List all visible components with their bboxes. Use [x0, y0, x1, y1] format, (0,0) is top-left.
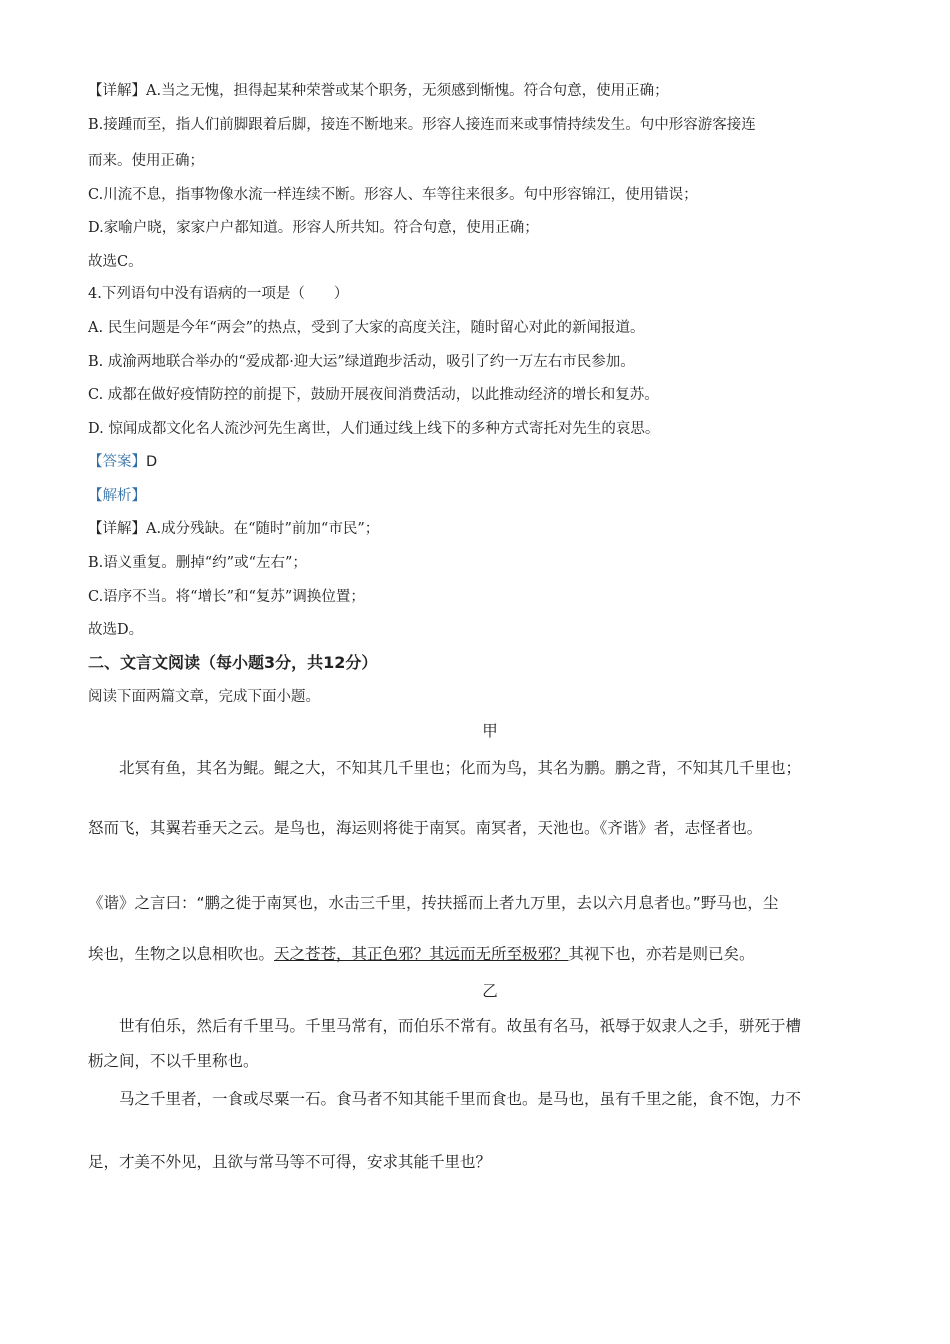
answer-value: D — [146, 454, 158, 470]
passage-yi-line: 足，才美不外见，且欲与常马等不可得，安求其能千里也？ — [88, 1153, 492, 1171]
detail-tag: 【详解】 — [88, 521, 146, 537]
underlined-sentence: 天之苍苍，其正色邪？其远而无所至极邪？ — [274, 945, 569, 963]
q4-option-d: D. 惊闻成都文化名人流沙河先生离世，人们通过线上线下的多种方式寄托对先生的哀思。 — [88, 421, 660, 437]
q4-answer — [88, 452, 157, 472]
section-heading: 二、文言文阅读（每小题3分，共12分） — [88, 653, 378, 672]
q3-detail-b-line2: 而来。使用正确； — [88, 153, 204, 169]
answer-tag: 【答案】 — [88, 454, 146, 470]
passage-yi-line: 马之千里者，一食或尽粟一石。食马者不知其能千里而食也。是马也，虽有千里之能，食不饱，力不 — [119, 1090, 802, 1108]
passage-jia-title: 甲 — [482, 722, 498, 740]
q3-conclusion: 故选C。 — [88, 254, 143, 270]
detail-tag: 【详解】 — [88, 83, 146, 99]
q3-detail-b-line1: B.接踵而至，指人们前脚跟着后脚，接连不断地来。形容人接连而来或事情持续发生。句中形容游客接连 — [88, 117, 756, 133]
passage-jia-line: 《谐》之言曰：“鹏之徙于南冥也，水击三千里，抟扶摇而上者九万里，去以六月息者也。”野马也，尘 — [88, 894, 779, 912]
passage-yi-line: 世有伯乐，然后有千里马。千里马常有，而伯乐不常有。故虽有名马，祇辱于奴隶人之手，骈死于槽 — [119, 1017, 802, 1035]
passage-yi-title: 乙 — [482, 982, 498, 1000]
q4-option-a: A. 民生问题是今年“两会”的热点，受到了大家的高度关注，随时留心对此的新闻报道。 — [88, 320, 645, 336]
passage-jia-line: 埃也，生物之以息相吹也。天之苍苍，其正色邪？其远而无所至极邪？其视下也，亦若是则已矣。 — [88, 945, 755, 963]
q4-analysis-tag: 【解析】 — [88, 488, 146, 504]
q4-stem: 4.下列语句中没有语病的一项是（ ） — [88, 286, 349, 302]
passage-yi-line: 枥之间，不以千里称也。 — [88, 1052, 259, 1070]
q4-option-c: C. 成都在做好疫情防控的前提下，鼓励开展夜间消费活动，以此推动经济的增长和复苏。 — [88, 387, 659, 403]
q4-detail-b: B.语义重复。删掉“约”或“左右”； — [88, 555, 307, 571]
q4-option-b: B. 成渝两地联合举办的“爱成都·迎大运”绿道跑步活动，吸引了约一万左右市民参加。 — [88, 354, 635, 370]
passage-jia-line: 怒而飞，其翼若垂天之云。是鸟也，海运则将徙于南冥。南冥者，天池也。《齐谐》者，志怪者也。 — [88, 819, 763, 837]
q4-detail-c: C.语序不当。将“增长”和“复苏”调换位置； — [88, 589, 365, 605]
reading-instruction: 阅读下面两篇文章，完成下面小题。 — [88, 689, 320, 705]
q3-detail-a: 【详解】A.当之无愧，担得起某种荣誉或某个职务，无须感到惭愧。符合句意，使用正确； — [88, 83, 669, 99]
q3-detail-d: D.家喻户晓，家家户户都知道。形容人所共知。符合句意，使用正确； — [88, 220, 539, 236]
q4-conclusion: 故选D。 — [88, 622, 144, 638]
q4-detail-a: 【详解】A.成分残缺。在“随时”前加“市民”； — [88, 521, 380, 537]
q3-detail-c: C.川流不息，指事物像水流一样连续不断。形容人、车等往来很多。句中形容锦江，使用错误； — [88, 187, 698, 203]
passage-jia-line: 北冥有鱼，其名为鲲。鲲之大，不知其几千里也；化而为鸟，其名为鹏。鹏之背，不知其几千里也； — [119, 759, 802, 777]
